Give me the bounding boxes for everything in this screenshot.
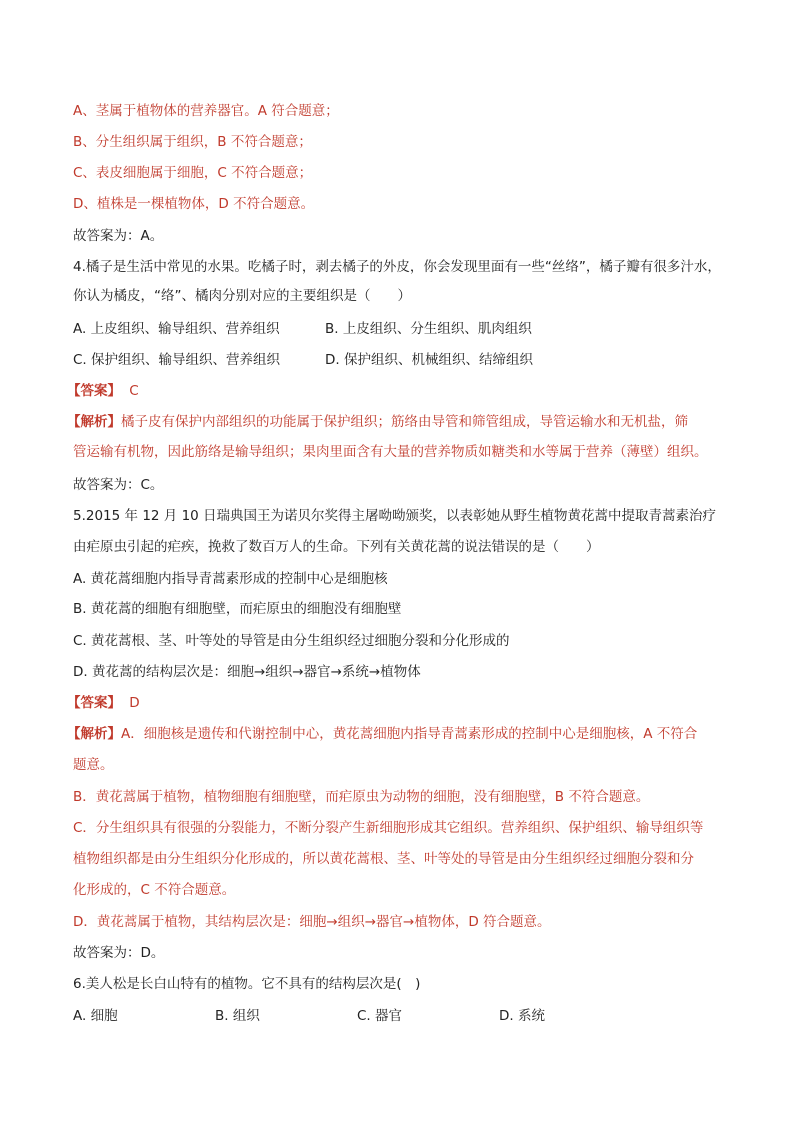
q4-stem-line2: 你认为橘皮，“络”、橘肉分别对应的主要组织是（ ）	[73, 288, 411, 304]
q4-answer-tag: 【答案】	[67, 383, 121, 399]
q5-answer-value: D	[129, 695, 140, 711]
q6-option-a: A. 细胞	[73, 1008, 118, 1024]
q5-analysis-d: D．黄花蒿属于植物，其结构层次是：细胞→组织→器官→植物体，D 符合题意。	[73, 914, 551, 930]
q4-option-d: D. 保护组织、机械组织、结缔组织	[325, 352, 533, 368]
q6-option-d: D. 系统	[499, 1008, 545, 1024]
q3-analysis-a: A、茎属于植物体的营养器官。A 符合题意；	[73, 103, 339, 119]
q4-answer-value: C	[129, 383, 139, 399]
q4-analysis-line1	[67, 412, 688, 432]
q5-answer	[67, 693, 140, 713]
q3-analysis-d: D、植株是一棵植物体，D 不符合题意。	[73, 196, 315, 212]
q4-option-a: A. 上皮组织、输导组织、营养组织	[73, 321, 280, 337]
q4-analysis-tag: 【解析】	[67, 414, 121, 430]
q5-analysis-c2: 植物组织都是由分生组织分化形成的，所以黄花蒿根、茎、叶等处的导管是由分生组织经过细胞分裂和分	[73, 851, 694, 867]
q5-conclusion: 故答案为：D。	[73, 945, 165, 961]
q5-analysis-a2: 题意。	[73, 757, 114, 773]
q5-stem-line2: 由疟原虫引起的疟疾，挽救了数百万人的生命。下列有关黄花蒿的说法错误的是（ ）	[73, 539, 600, 555]
q3-conclusion: 故答案为：A。	[73, 228, 164, 244]
q5-option-d: D. 黄花蒿的结构层次是：细胞→组织→器官→系统→植物体	[73, 664, 421, 680]
q6-option-b: B. 组织	[215, 1008, 260, 1024]
q6-stem: 6.美人松是长白山特有的植物。它不具有的结构层次是( )	[73, 976, 421, 992]
q5-option-a: A. 黄花蒿细胞内指导青蒿素形成的控制中心是细胞核	[73, 571, 388, 587]
q4-option-b: B. 上皮组织、分生组织、肌肉组织	[325, 321, 532, 337]
q3-analysis-c: C、表皮细胞属于细胞，C 不符合题意；	[73, 165, 313, 181]
q4-analysis-line2: 管运输有机物，因此筋络是输导组织；果肉里面含有大量的营养物质如糖类和水等属于营养（薄壁）组织。	[73, 444, 708, 460]
q5-analysis-c3: 化形成的，C 不符合题意。	[73, 882, 236, 898]
q5-stem-line1: 5.2015 年 12 月 10 日瑞典国王为诺贝尔奖得主屠呦呦颁奖，以表彰她从野生植物黄花蒿中提取青蒿素治疗	[73, 508, 717, 524]
q4-conclusion: 故答案为：C。	[73, 477, 164, 493]
q5-analysis-line1	[67, 724, 697, 744]
q3-analysis-b: B、分生组织属于组织，B 不符合题意；	[73, 134, 312, 150]
q5-analysis-c1: C．分生组织具有很强的分裂能力，不断分裂产生新细胞形成其它组织。营养组织、保护组织、输导组织等	[73, 820, 704, 836]
q4-stem-line1: 4.橘子是生活中常见的水果。吃橘子时，剥去橘子的外皮，你会发现里面有一些“丝络”，橘子瓣有很多汁水，	[73, 259, 721, 275]
q5-option-b: B. 黄花蒿的细胞有细胞壁，而疟原虫的细胞没有细胞壁	[73, 601, 402, 617]
q4-analysis-text1: 橘子皮有保护内部组织的功能属于保护组织；筋络由导管和筛管组成，导管运输水和无机盐，筛	[121, 414, 688, 430]
q4-answer	[67, 381, 139, 401]
q5-option-c: C. 黄花蒿根、茎、叶等处的导管是由分生组织经过细胞分裂和分化形成的	[73, 633, 510, 649]
q5-answer-tag: 【答案】	[67, 695, 121, 711]
q4-option-c: C. 保护组织、输导组织、营养组织	[73, 352, 281, 368]
q5-analysis-b: B．黄花蒿属于植物，植物细胞有细胞壁，而疟原虫为动物的细胞，没有细胞壁，B 不符合题意。	[73, 789, 650, 805]
q5-analysis-tag: 【解析】	[67, 726, 121, 742]
q5-analysis-a1: A．细胞核是遗传和代谢控制中心，黄花蒿细胞内指导青蒿素形成的控制中心是细胞核，A 不符合	[121, 726, 698, 742]
q6-option-c: C. 器官	[357, 1008, 403, 1024]
